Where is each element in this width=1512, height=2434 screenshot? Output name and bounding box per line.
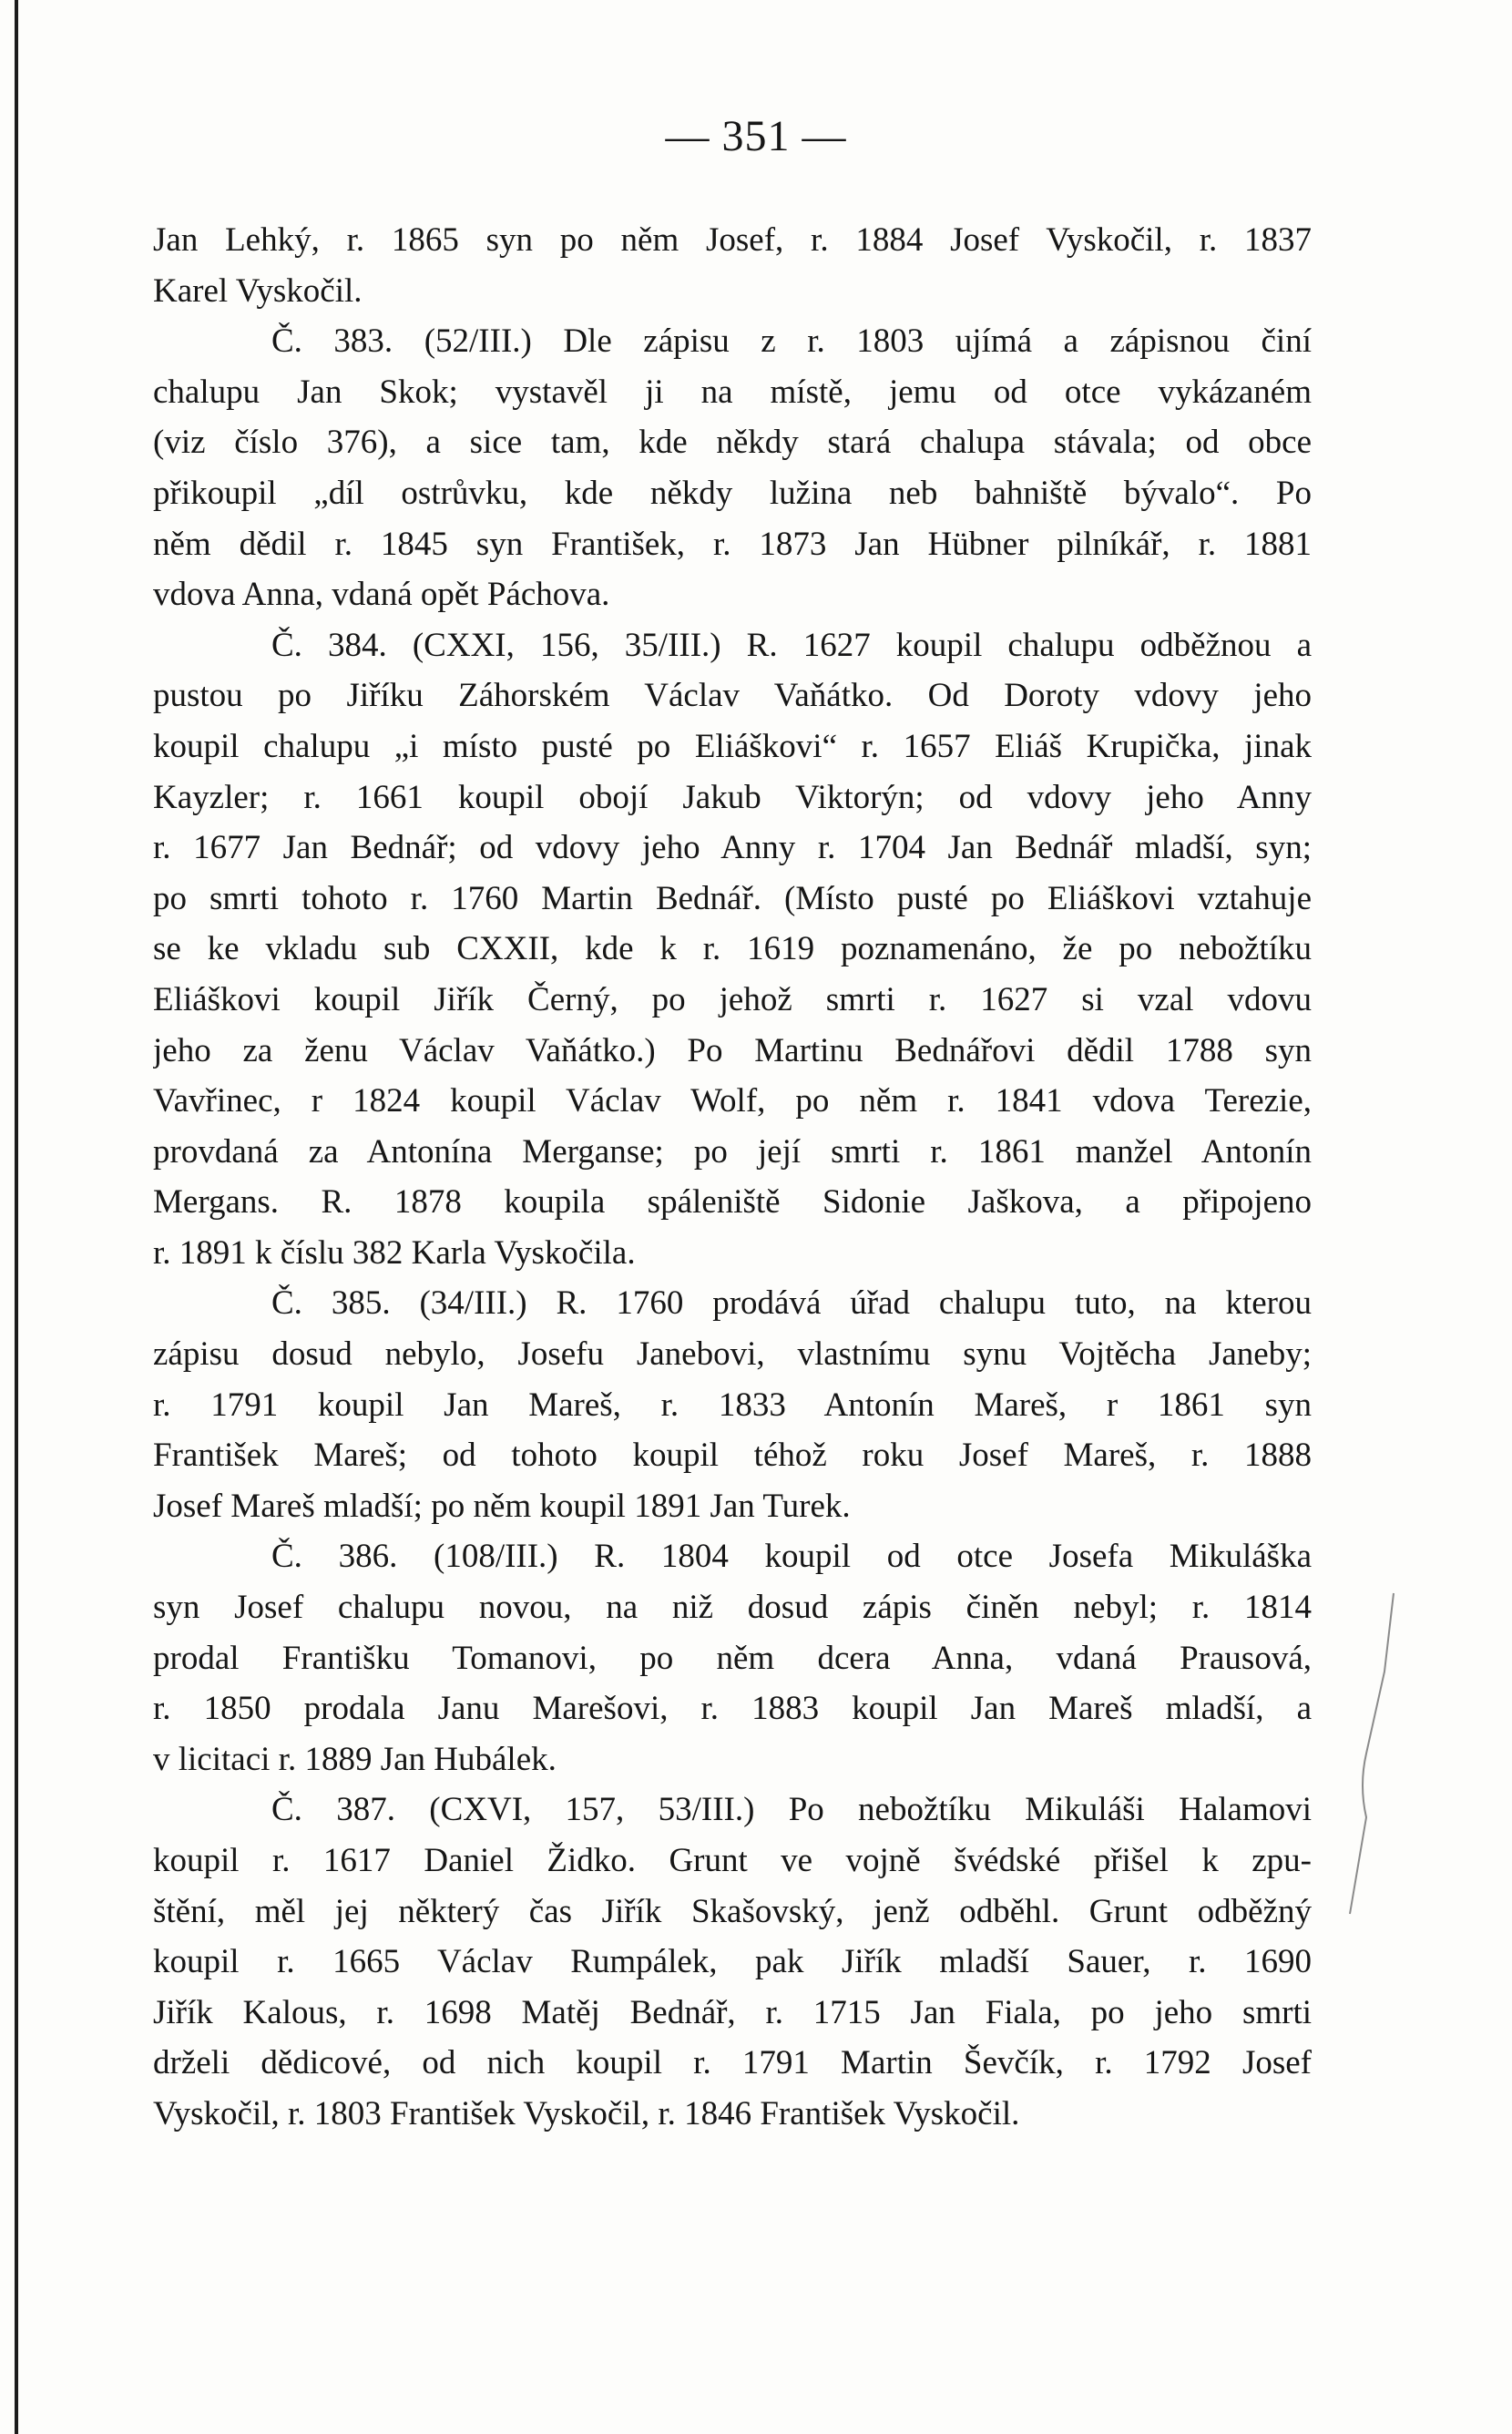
text-line: František Mareš; od tohoto koupil téhož roku Josef Mareš, r. 1888: [153, 1437, 1312, 1475]
text-line: Karel Vyskočil.: [153, 271, 363, 310]
margin-pencil-mark: [1346, 1590, 1401, 1918]
text-line: v licitaci r. 1889 Jan Hubálek.: [153, 1740, 557, 1778]
text-line: něm dědil r. 1845 syn František, r. 1873 Jan Hübner pilníkář, r. 1881: [153, 525, 1312, 563]
text-line: koupil r. 1617 Daniel Židko. Grunt ve vojně švédské přišel k zpu-: [153, 1842, 1312, 1879]
text-line: provdaná za Antonína Merganse; po její smrti r. 1861 manžel Antonín: [153, 1132, 1312, 1171]
text-line: r. 1850 prodala Janu Marešovi, r. 1883 koupil Jan Mareš mladší, a: [153, 1690, 1312, 1728]
text-line: Č. 383. (52/III.) Dle zápisu z r. 1803 ujímá a zápisnou činí: [271, 322, 1312, 361]
text-line: chalupu Jan Skok; vystavěl ji na místě, jemu od otce vykázaném: [153, 373, 1312, 411]
text-line: Č. 387. (CXVI, 157, 53/III.) Po nebožtíku Mikuláši Halamovi: [271, 1791, 1312, 1829]
text-line: koupil r. 1665 Václav Rumpálek, pak Jiřík mladší Sauer, r. 1690: [153, 1943, 1312, 1981]
text-line: Č. 386. (108/III.) R. 1804 koupil od otce Josefa Mikuláška: [271, 1538, 1312, 1576]
text-line: syn Josef chalupu novou, na niž dosud zápis činěn nebyl; r. 1814: [153, 1589, 1312, 1627]
text-line: Mergans. R. 1878 koupila spáleniště Sidonie Jaškova, a připojeno: [153, 1183, 1312, 1222]
text-line: r. 1891 k číslu 382 Karla Vyskočila.: [153, 1233, 636, 1272]
body-text: [153, 215, 1312, 2140]
text-line: po smrti tohoto r. 1760 Martin Bednář. (Místo pusté po Eliáškovi vztahuje: [153, 879, 1312, 917]
text-line: se ke vkladu sub CXXII, kde k r. 1619 poznamenáno, že po nebožtíku: [153, 930, 1312, 968]
text-line: Eliáškovi koupil Jiřík Černý, po jehož smrti r. 1627 si vzal vdovu: [153, 980, 1312, 1018]
text-line: Kayzler; r. 1661 koupil obojí Jakub Viktorýn; od vdovy jeho Anny: [153, 778, 1312, 816]
text-line: Č. 385. (34/III.) R. 1760 prodává úřad chalupu tuto, na kterou: [271, 1284, 1312, 1323]
text-line: vdova Anna, vdaná opět Páchova.: [153, 576, 610, 614]
text-line: r. 1791 koupil Jan Mareš, r. 1833 Antonín Mareš, r 1861 syn: [153, 1386, 1312, 1424]
text-line: drželi dědicové, od nich koupil r. 1791 Martin Ševčík, r. 1792 Josef: [153, 2044, 1312, 2082]
text-line: koupil chalupu „i místo pusté po Eliáškovi“ r. 1657 Eliáš Krupička, jinak: [153, 727, 1312, 765]
text-line: Jiřík Kalous, r. 1698 Matěj Bednář, r. 1715 Jan Fiala, po jeho smrti: [153, 1993, 1312, 2031]
text-line: pustou po Jiříku Záhorském Václav Vaňátko. Od Doroty vdovy jeho: [153, 677, 1312, 715]
text-line: štění, měl jej některý čas Jiřík Skašovský, jenž odběhl. Grunt odběžný: [153, 1892, 1312, 1930]
text-line: přikoupil „díl ostrůvku, kde někdy lužina neb bahniště bývalo“. Po: [153, 474, 1312, 512]
text-line: Č. 384. (CXXI, 156, 35/III.) R. 1627 koupil chalupu odběžnou a: [271, 626, 1312, 664]
text-line: Josef Mareš mladší; po něm koupil 1891 Jan Turek.: [153, 1487, 851, 1525]
text-line: Vyskočil, r. 1803 František Vyskočil, r. 1846 František Vyskočil.: [153, 2094, 1020, 2132]
page-number: — 351 —: [665, 112, 847, 160]
text-line: (viz číslo 376), a sice tam, kde někdy stará chalupa stávala; od obce: [153, 424, 1312, 462]
text-line: zápisu dosud nebylo, Josefu Janebovi, vlastnímu synu Vojtěcha Janeby;: [153, 1335, 1312, 1374]
page-edge-shadow: [15, 0, 18, 2434]
text-line: Vavřinec, r 1824 koupil Václav Wolf, po něm r. 1841 vdova Terezie,: [153, 1082, 1312, 1120]
text-line: prodal Františku Tomanovi, po něm dcera Anna, vdaná Prausová,: [153, 1639, 1312, 1677]
text-line: jeho za ženu Václav Vaňátko.) Po Martinu Bednářovi dědil 1788 syn: [153, 1031, 1312, 1069]
text-line: Jan Lehký, r. 1865 syn po něm Josef, r. 1884 Josef Vyskočil, r. 1837: [153, 221, 1312, 259]
text-line: r. 1677 Jan Bednář; od vdovy jeho Anny r. 1704 Jan Bednář mladší, syn;: [153, 829, 1312, 867]
